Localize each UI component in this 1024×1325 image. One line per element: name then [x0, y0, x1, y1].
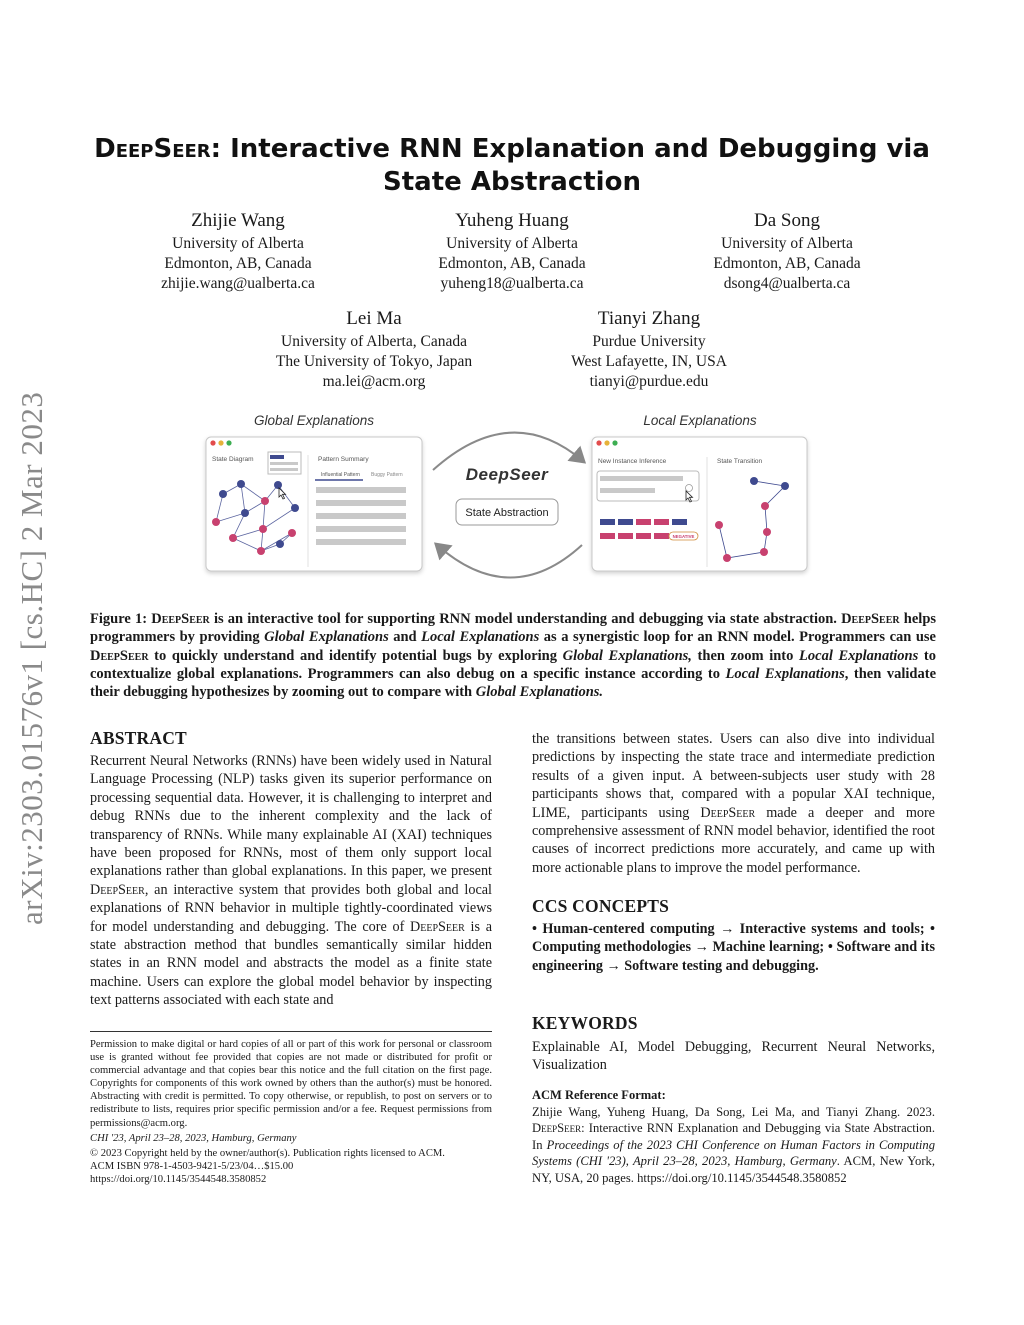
maximize-dot-icon [612, 440, 617, 445]
abstract-heading: ABSTRACT [90, 728, 187, 748]
close-dot-icon [596, 440, 601, 445]
footnote-rule [90, 1031, 492, 1032]
local-window [592, 437, 807, 571]
state-abstraction-box: State Abstraction [465, 507, 549, 519]
author-1: Zhijie Wang University of Alberta Edmonton, AB, Canada zhijie.wang@ualberta.ca [161, 210, 315, 292]
state-diagram-label: State Diagram [212, 456, 254, 463]
footnote-conference: CHI '23, April 23–28, 2023, Hamburg, Germany [90, 1133, 297, 1144]
state-transition-label: State Transition [717, 458, 763, 465]
minimize-dot-icon [218, 440, 223, 445]
system-name: DeepSeer [94, 134, 211, 164]
ccs-heading: CCS CONCEPTS [532, 896, 670, 916]
local-explanations-label: Local Explanations [643, 413, 757, 428]
figure-caption: Figure 1: DeepSeer is an interactive tool for supporting RNN model understanding and debugging via state abstraction. DeepSeer helps programmers by providing Global Explanations and Local Explanations as a synergistic loop for an RNN model. Programmers can use DeepSeer to quickly understand and identify potential bugs by exploring Global Explanations, then zoom into Local Explanations to contextualize global explanations. Programmers can also debug on a specific instance according to Local Explanations, then validate their debugging hypothesizes by zooming out to compare with Global Explanations. [90, 611, 937, 701]
maximize-dot-icon [226, 440, 231, 445]
arxiv-stamp: arXiv:2303.01576v1 [cs.HC] 2 Mar 2023 [14, 391, 49, 925]
global-explanations-label: Global Explanations [253, 413, 375, 428]
footnote-doi[interactable]: https://doi.org/10.1145/3544548.3580852 [90, 1174, 267, 1185]
pattern-summary-label: Pattern Summary [318, 456, 369, 463]
ccs-concepts: • Human-centered computing → Interactive systems and tools; • Computing methodologies → Machine learning; • Software and its engineering → Software testing and debugging. [532, 921, 935, 974]
keywords-text: Explainable AI, Model Debugging, Recurrent Neural Networks, Visualization [532, 1039, 935, 1074]
acm-ref-heading: ACM Reference Format: [532, 1088, 666, 1102]
abstract-body: Recurrent Neural Networks (RNNs) have been widely used in Natural Language Processing (NLP) tasks given its superior performance on processing sequential data. However, it is challenging to interpret and debug RNNs due to the inherent complexity and the lack of transparency of RNNs. While many explainable AI (XAI) techniques have been proposed for RNNs, most of them only support local explanations rather than global explanations. In this paper, we present DeepSeer, an interactive system that provides both global and local explanations of RNN behavior in multiple tightly-coordinated views for model understanding and debugging. The core of DeepSeer is a state abstraction method that bundles semantically similar hidden states in an RNN model and abstracts the model as a finite state machine. Users can explore the global model behavior by inspecting text patterns associated with each state and [90, 753, 493, 1009]
paper-title: DeepSeer: Interactive RNN Explanation and Debugging via State Abstraction [94, 134, 930, 197]
footnote-isbn: ACM ISBN 978-1-4503-9421-5/23/04…$15.00 [90, 1161, 294, 1172]
negative-badge: NEGATIVE [672, 534, 695, 539]
tab-influential-pattern[interactable]: Influential Pattern [321, 472, 360, 478]
close-dot-icon [210, 440, 215, 445]
tab-buggy-pattern[interactable]: Buggy Pattern [371, 472, 403, 478]
keywords-heading: KEYWORDS [532, 1013, 638, 1033]
deepseer-logo: DeepSeer [465, 465, 549, 484]
author-5: Tianyi Zhang Purdue University West Lafayette, IN, USA tianyi@purdue.edu [571, 308, 727, 390]
instance-input[interactable] [597, 471, 699, 501]
minimize-dot-icon [604, 440, 609, 445]
acm-reference: Zhijie Wang, Yuheng Huang, Da Song, Lei Ma, and Tianyi Zhang. 2023. DeepSeer: Interactive RNN Explanation and Debugging via State Abstraction. In Proceedings of the 2023 CHI Conference on Human Factors in Computing Systems (CHI '23), April 23–28, 2023, Hamburg, Germany. ACM, New York, NY, USA, 20 pages. https://doi.org/10.1145/3544548.3580852 [532, 1105, 936, 1185]
author-4: Lei Ma University of Alberta, Canada The University of Tokyo, Japan ma.lei@acm.org [275, 308, 473, 390]
abstract-continued: the transitions between states. Users can also dive into individual predictions by inspecting the state trace and intermediate prediction results of a given input. A between-subjects user study with 28 participants shows that, compared with a popular XAI technique, LIME, participants using DeepSeer made a deeper and more comprehensive assessment of RNN model behavior, identified the root causes of incorrect predictions more accurately, and came up with more actionable plans to improve the model performance. [532, 731, 935, 876]
footnote-permission: Permission to make digital or hard copies of all or part of this work for personal or classroom use is granted without fee provided that copies are not made or distributed for profit or commercial advantage and that copies bear this notice and the full citation on the first page. Copyrights for components of this work owned by others than the author(s) must be honored. Abstracting with credit is permitted. To copy otherwise, or republish, to post on servers or to redistribute to lists, requires prior specific permission and/or a fee. Request permissions from permissions@acm.org. [90, 1039, 492, 1129]
footnote-copyright: © 2023 Copyright held by the owner/author(s). Publication rights licensed to ACM. [90, 1148, 445, 1159]
author-3: Da Song University of Alberta Edmonton, AB, Canada dsong4@ualberta.ca [713, 210, 861, 292]
new-instance-label: New Instance Inference [598, 458, 667, 465]
teaser-figure [195, 405, 835, 585]
global-window [206, 437, 422, 571]
author-2: Yuheng Huang University of Alberta Edmonton, AB, Canada yuheng18@ualberta.ca [438, 210, 586, 292]
